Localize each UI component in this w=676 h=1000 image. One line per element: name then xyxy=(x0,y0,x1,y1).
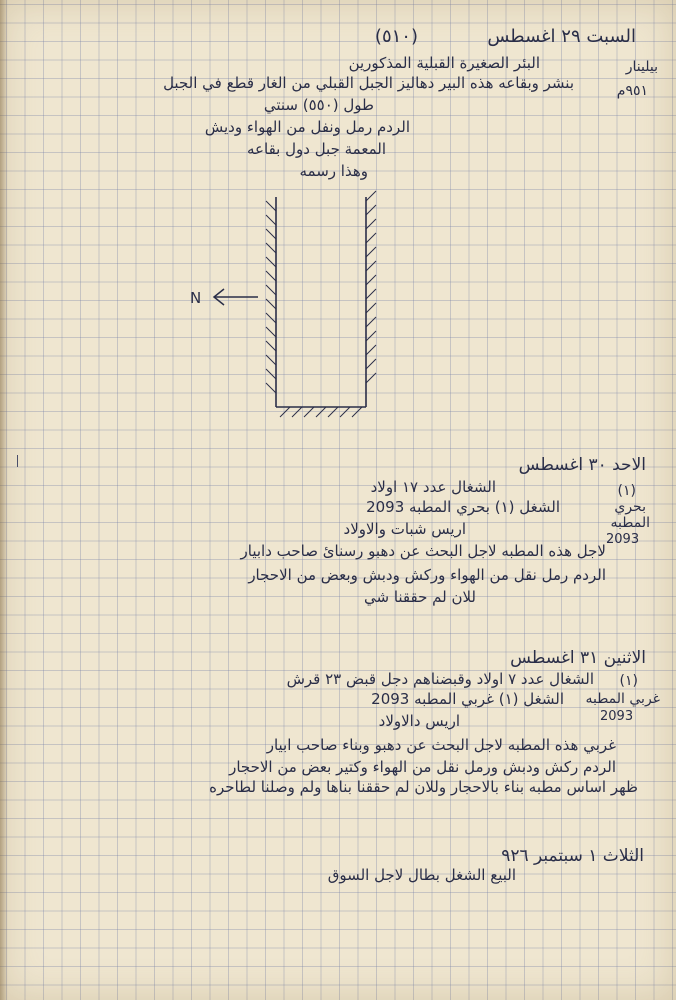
entry2-margin-1: (١) xyxy=(617,483,636,499)
entry1-line-4: الردم رمل ونفل من الهواء وديش xyxy=(204,118,410,136)
entry2-line-3: اريس شبات والاولاد xyxy=(343,520,466,538)
entry3-line-2: الشغل (١) غربي المطبه 2093 xyxy=(371,690,564,708)
entry2-line-1: الشغال عدد ١٧ اولاد xyxy=(370,478,496,496)
north-arrow-icon xyxy=(214,289,258,305)
entry2-margin-2: بحري xyxy=(614,499,646,515)
entry1-ref: (٥١٠) xyxy=(374,26,418,47)
entry3-line-6: ظهر اساس مطبه بناء بالاحجار وللان لم حققنا بناها ولم وصلنا لطاحره xyxy=(209,778,638,796)
entry3-line-4: غربي هذه المطبه لاجل البحث عن دهبو وبناء صاحب ابيار xyxy=(266,736,616,754)
entry2-line-5: الردم رمل نقل من الهواء وركش ودبش وبعض من الاحجار xyxy=(248,566,606,584)
margin-tick xyxy=(17,455,22,467)
entry3-margin-2: غربي المطبه xyxy=(585,691,660,707)
entry1-line-6: وهذا رسمه xyxy=(299,162,368,180)
entry3-line-5: الردم ركش ودبش ورمل نقل من الهواء وكتير بعض من الاحجار xyxy=(229,758,616,776)
plan-sketch xyxy=(180,185,400,425)
entry3-line-3: اريس دالاولاد xyxy=(378,712,460,730)
entry2-line-2: الشغل (١) بحري المطبه 2093 xyxy=(366,498,560,516)
entry4-heading: الثلاث ١ سبتمبر ٩٢٦ xyxy=(501,846,644,866)
entry4-line-1: البيع الشغل بطال لاجل السوق xyxy=(327,866,516,884)
entry2-margin-4: 2093 xyxy=(606,532,640,547)
entry1-heading: السبت ٢٩ اغسطس xyxy=(487,26,636,47)
sketch-hatching xyxy=(266,191,376,417)
entry2-margin-3: المطبه xyxy=(610,515,650,531)
entry1-line-3: طول (٥٥٠) سنتي xyxy=(263,96,374,114)
entry1-line-1: البئر الصغيرة القبلية المذكورين xyxy=(348,54,540,72)
entry3-heading: الاثنين ٣١ اغسطس xyxy=(510,648,646,668)
entry2-line-4: لاجل هذه المطبه لاجل البحث عن دهبو رسنائ صاحب دابيار xyxy=(240,542,606,560)
entry3-margin-1: (١) xyxy=(619,673,638,689)
entry1-margin-1: بيلينار xyxy=(625,59,658,75)
entry1-line-2: بنشر وبقاعه هذه البير دهاليز الجبل القبلي من الغار قطع في الجبل xyxy=(163,74,574,92)
entry1-margin-2: ٩٥١م xyxy=(616,83,648,99)
north-label: N xyxy=(190,289,202,307)
entry3-line-1: الشغال عدد ٧ اولاد وقبضناهم دجل قبض ٢٣ قرش xyxy=(286,670,594,688)
entry3-margin-3: 2093 xyxy=(600,709,634,724)
entry2-heading: الاحد ٣٠ اغسطس xyxy=(518,455,646,475)
entry2-line-6: للان لم حققنا شي xyxy=(363,588,476,606)
entry1-line-5: المعمة جبل دول بقاعه xyxy=(247,140,386,158)
page-edge xyxy=(0,0,8,1000)
